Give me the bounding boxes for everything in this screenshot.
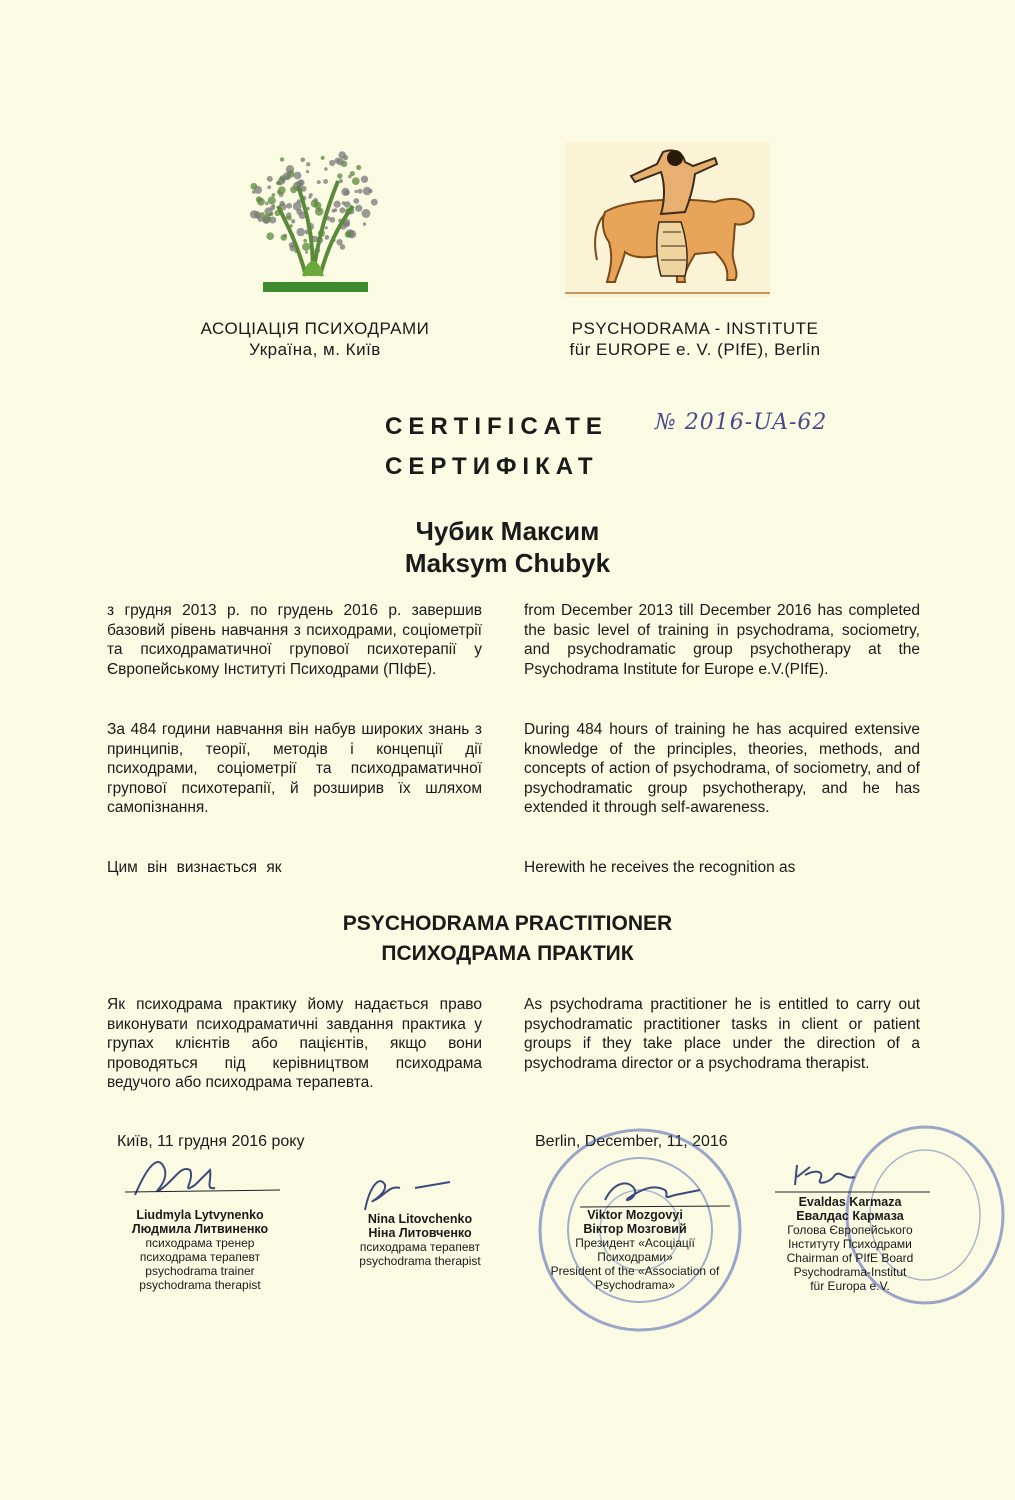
logo-dot	[301, 158, 306, 163]
logo-dot	[352, 177, 360, 185]
place-date-kyiv: Київ, 11 грудня 2016 року	[117, 1133, 305, 1150]
signatory-role: Психодрами»	[597, 1250, 673, 1264]
logo-dot	[287, 216, 292, 221]
logo-dot	[343, 155, 348, 160]
recognition-title-uk: ПСИХОДРАМА ПРАКТИК	[381, 942, 634, 965]
logo-dot	[270, 205, 275, 210]
signature-mozgovyi	[575, 1175, 735, 1210]
logo-dot	[268, 213, 271, 216]
signatory-role: für Europa e.V.	[810, 1279, 890, 1293]
signatory-name-uk: Евалдас Кармаза	[796, 1209, 904, 1223]
logo-dot	[350, 171, 355, 176]
logo-dot	[280, 157, 284, 161]
signatory-name-en: Evaldas Karmaza	[798, 1195, 902, 1209]
knowledge-text-uk: За 484 години навчання він набув широких знань з принципів, теорії, методів і концепції дії психодрами, соціометрії та психодраматичної групової психотерапії, й розширив їх шляхом самопізнання.	[107, 721, 482, 816]
logo-dot	[321, 156, 325, 160]
association-tree-logo	[228, 136, 398, 296]
knowledge-text-en: During 484 hours of training he has acquired extensive knowledge of the principles, theories, methods, and concepts of action of psychodrama, of sociometry, and of psychodramatic group psychotherapy, and he has extended it through self-awareness.	[524, 721, 920, 816]
logo-dot	[305, 251, 308, 254]
training-text-en: from December 2013 till December 2016 has completed the basic level of training in psychodrama, sociometry, and psychodramatic group psychotherapy at the Psychodrama Institute for Europe e.V.(PIfE).	[524, 602, 920, 678]
logo-dot	[325, 235, 330, 240]
logo-dot	[262, 216, 270, 224]
logo-dot	[306, 170, 309, 173]
logo-dot	[317, 180, 321, 184]
logo-dot	[334, 201, 341, 208]
rights-text-en: As psychodrama practitioner he is entitled to carry out psychodramatic practitioner tasks in client or patient groups if they take place under the direction of a psychodrama director or a psychodrama therapist.	[524, 996, 920, 1072]
logo-dot	[354, 190, 357, 193]
logo-dot	[306, 162, 310, 166]
certificate-title-uk: СЕРТИФІКАТ	[385, 453, 599, 480]
logo-dot	[353, 198, 359, 204]
logo-dot	[324, 167, 328, 171]
logo-dot	[314, 202, 321, 209]
logo-dot	[371, 199, 378, 206]
signatory-lytvynenko	[100, 1208, 300, 1292]
training-text-uk: з грудня 2013 р. по грудень 2016 р. завершив базовий рівень навчання з психодрами, соціометрії та психодраматичної групової психотерапії у Європейському Інституті Психодрами (ПІфЕ).	[107, 602, 482, 678]
logo-dot	[341, 188, 349, 196]
signatory-role: Psychodrama»	[594, 1278, 676, 1292]
signatory-role: Chairman of PIfE Board	[786, 1251, 914, 1265]
association-location: Україна, м. Київ	[249, 340, 381, 359]
logo-dot	[345, 231, 352, 238]
logo-dot	[281, 234, 287, 240]
logo-dot	[342, 201, 346, 205]
signatory-name-en: Viktor Mozgovyi	[587, 1208, 683, 1222]
signature-lytvynenko	[120, 1150, 285, 1205]
logo-dot	[283, 172, 291, 180]
logo-dot	[336, 239, 342, 245]
logo-dot	[303, 239, 307, 243]
signatory-role: психодрама терапевт	[359, 1240, 481, 1254]
logo-dot	[323, 179, 328, 184]
rights-text-uk: Як психодрама практику йому надається право виконувати психодраматичні завдання практика у групах клієнтів або пацієнтів, якщо вони проводяться під керівництвом психодрама ведучого або психодрама терапевта.	[107, 996, 482, 1091]
logo-dot	[325, 226, 328, 229]
signatory-name-en: Liudmyla Lytvynenko	[136, 1208, 264, 1222]
logo-dot	[362, 209, 371, 218]
signatory-role: psychodrama trainer	[145, 1264, 255, 1278]
signatory-name-uk: Людмила Литвиненко	[131, 1222, 269, 1236]
signatory-name-en: Nina Litovchenko	[367, 1212, 473, 1226]
recipient-name-uk: Чубик Максим	[415, 516, 600, 546]
logo-dot	[302, 243, 310, 251]
signature-litovchenko	[345, 1170, 465, 1215]
signatory-role: психодрама тренер	[145, 1236, 255, 1250]
signatory-role: psychodrama therapist	[139, 1278, 261, 1292]
logo-dot	[334, 208, 338, 212]
logo-dot	[313, 198, 318, 203]
logo-dot	[266, 232, 274, 240]
recognition-intro-uk: Цим він визнається як	[107, 859, 282, 876]
association-title: АСОЦІАЦІЯ ПСИХОДРАМИ	[200, 319, 430, 338]
logo-dot	[256, 196, 262, 202]
recognition-title-en: PSYCHODRAMA PRACTITIONER	[342, 912, 673, 935]
signatory-role: Голова Європейського	[787, 1223, 913, 1237]
logo-dot	[337, 173, 342, 178]
logo-dot	[252, 190, 256, 194]
recipient-name-en: Maksym Chubyk	[404, 548, 611, 578]
logo-dot	[337, 158, 344, 165]
logo-dot	[267, 185, 271, 189]
logo-dot	[356, 165, 361, 170]
place-date-berlin: Berlin, December, 11, 2016	[535, 1133, 728, 1150]
signatory-role: Президент «Асоціації	[575, 1236, 695, 1250]
logo-dot	[278, 186, 286, 194]
logo-dot	[250, 183, 257, 190]
logo-dot	[267, 176, 273, 182]
logo-dot	[339, 207, 345, 213]
signatory-role: Інституту Психодрами	[788, 1237, 912, 1251]
signatory-role: Psychodrama-Institut	[793, 1265, 907, 1279]
logo-dot	[255, 213, 261, 219]
recognition-intro-en: Herewith he receives the recognition as	[524, 859, 796, 876]
logo-dot	[329, 160, 335, 166]
logo-dot	[358, 189, 363, 194]
logo-dot	[361, 176, 368, 183]
signatory-mozgovyi	[530, 1208, 740, 1292]
signatory-role: psychodrama therapist	[359, 1254, 481, 1268]
signatory-name-uk: Ніна Литовченко	[368, 1226, 472, 1240]
logo-dot	[297, 228, 305, 236]
logo-dot	[291, 219, 295, 223]
institute-name	[540, 318, 850, 360]
certificate-number: № 2016-UA-62	[655, 410, 828, 435]
logo-dot	[276, 181, 280, 185]
signatory-role: психодрама терапевт	[139, 1250, 261, 1264]
institute-title: PSYCHODRAMA - INSTITUTE	[571, 319, 819, 338]
logo-dot	[268, 196, 276, 204]
signature-karmaza	[775, 1155, 935, 1195]
association-name	[170, 318, 460, 360]
signatory-karmaza	[760, 1195, 940, 1293]
logo-dot	[272, 193, 276, 197]
logo-dot	[286, 203, 292, 209]
signatory-name-uk: Віктор Мозговий	[583, 1222, 687, 1236]
logo-dot	[368, 189, 372, 193]
europa-bull-logo	[565, 142, 770, 297]
certificate-title-en: CERTIFICATE	[385, 413, 608, 440]
logo-dot	[309, 193, 313, 197]
logo-dot	[294, 172, 302, 180]
logo-dot	[363, 222, 366, 225]
signatory-litovchenko	[325, 1212, 515, 1268]
institute-location: für EUROPE e. V. (PIfE), Berlin	[569, 340, 821, 359]
logo-dot	[355, 205, 362, 212]
signatory-role: President of the «Association of	[550, 1264, 720, 1278]
